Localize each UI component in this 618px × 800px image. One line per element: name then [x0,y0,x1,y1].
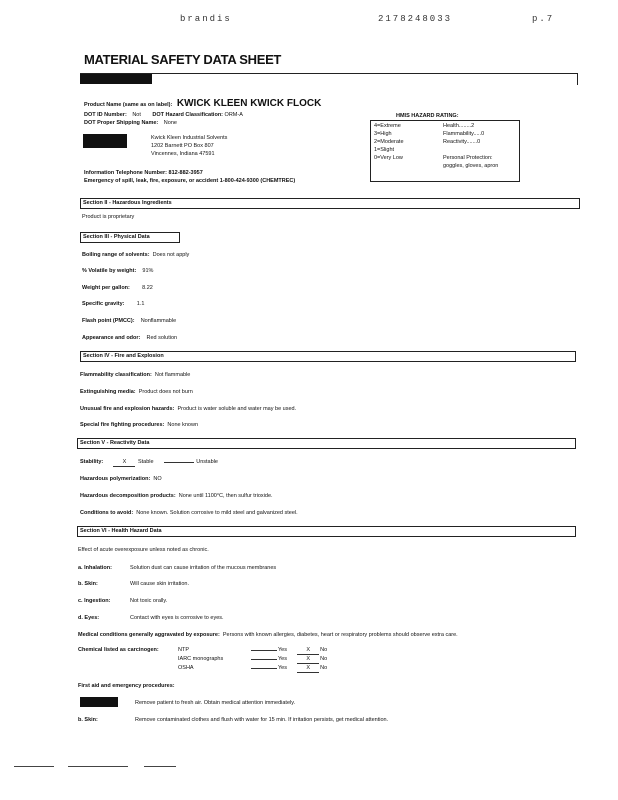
fax-number: 2178248033 [378,14,453,24]
s6-medical: Medical conditions generally aggravated by exposure: Persons with known allergies, diabetes, heart or respiratory problems should observe extra care. [78,632,458,638]
product-name-row [84,100,321,109]
dot-id: Not [132,112,141,118]
hmis-scale-item: 3=High [374,131,392,137]
hmis-scale-item: 4=Extreme [374,123,401,129]
document-title: MATERIAL SAFETY DATA SHEET [84,52,282,67]
fax-artifact [68,766,128,767]
title-rule-end [577,73,578,85]
hmis-scale [374,122,404,162]
s6-acute: Effect of acute overexposure unless noted as chronic. [78,547,209,553]
first-aid-skin: b. Skin: Remove contaminated clothes and flush with water for 15 min. If irritation persists, get medical attention. [78,717,389,723]
hmis-scale-item: 1=Slight [374,147,395,153]
section-iii-header: Section III - Physical Data [80,232,180,243]
company-street: 1202 Barnett PO Box 807 [151,143,214,149]
hmis-ratings [443,122,515,170]
dot-row [84,111,243,119]
fax-artifact [144,766,176,767]
shipping-label: DOT Proper Shipping Name: [84,120,159,126]
s6-effect-inhalation: a. Inhalation: Solution dust can cause irritation of the mucous membranes [78,565,277,571]
carcinogen-row: OSHA Yes X No [178,665,328,671]
s3-weight: Weight per gallon: 8.22 [82,285,153,291]
s4-flammability: Flammability classification: Not flammable [80,372,191,378]
s4-special: Special fire fighting procedures: None known [80,422,198,428]
hmis-protection-label: Personal Protection: [443,155,493,161]
section-ii-header: Section II - Hazardous Ingredients [80,198,580,209]
hmis-box [370,120,520,182]
page-number: p.7 [532,14,555,24]
s4-unusual: Unusual fire and explosion hazards: Product is water soluble and water may be used. [80,406,297,412]
s5-stability: Stability: X Stable Unstable [80,459,218,465]
first-aid-inhalation: Remove patient to fresh air. Obtain medical attention immediately. [135,700,296,706]
section-iv-header: Section IV - Fire and Explosion [80,351,576,362]
company-logo-redacted [83,134,127,148]
product-name: KWICK KLEEN KWICK FLOCK [176,98,322,109]
s5-decomposition: Hazardous decomposition products: None until 1100°C, then sulfur trioxide. [80,493,273,499]
carcinogen-row: IARC monographs Yes X No [178,656,328,662]
s2-proprietary: Product is proprietary [82,214,135,220]
s6-effect-ingestion: c. Ingestion: Not toxic orally. [78,598,168,604]
fax-sender: brandis [180,14,232,24]
product-name-label: Product Name (same as on label): [84,102,173,108]
s3-appearance: Appearance and odor: Red solution [82,335,178,341]
hmis-scale-item: 2=Moderate [374,139,404,145]
s4-extinguishing: Extinguishing media: Product does not burn [80,389,193,395]
fax-artifact [14,766,54,767]
shipping-row [84,119,177,127]
company-city: Vincennes, Indiana 47591 [151,151,215,157]
company-address [151,134,227,158]
s6-carcinogen-table [178,646,327,673]
dot-id-label: DOT ID Number: [84,112,127,118]
redacted-bar [80,73,152,84]
hmis-rating-health: Health........2 [443,123,475,129]
shipping-name: None [163,120,177,126]
hmis-rating-flammability: Flammability.....0 [443,131,485,137]
hmis-scale-item: 0=Very Low [374,155,403,161]
hmis-rating-reactivity: Reactivity.......0 [443,139,481,145]
title-rule [80,73,578,74]
dot-class: ORM-A [224,112,243,118]
s3-flash: Flash point (PMCC): Nonflammable [82,318,177,324]
s5-polymerization: Hazardous polymerization: NO [80,476,162,482]
hmis-title: HMIS HAZARD RATING: [396,113,459,119]
dot-class-label: DOT Hazard Classification: [152,112,224,118]
s3-volatile: % Volatile by weight: 91% [82,268,154,274]
s6-effect-eyes: d. Eyes: Contact with eyes is corrosive to eyes. [78,615,224,621]
s6-effect-skin: b. Skin: Will cause skin irritation. [78,581,189,587]
section-vi-header: Section VI - Health Hazard Data [77,526,576,537]
carcinogen-row: NTP Yes X No [178,647,328,653]
first-aid-redacted [80,697,118,707]
company-name: Kwick Kleen Industrial Solvents [151,135,228,141]
s5-avoid: Conditions to avoid: None known. Solution corrosive to mild steel and galvanized steel. [80,510,298,516]
info-phone: Information Telephone Number: 812-882-3957 [84,170,203,176]
s6-first-aid-label: First aid and emergency procedures: [78,683,175,689]
section-v-header: Section V - Reactivity Data [77,438,576,449]
emergency-phone: Emergency of spill, leak, fire, exposure, or accident 1-800-424-9300 (CHEMTREC) [84,178,296,184]
s3-gravity: Specific gravity: 1.1 [82,301,145,307]
s6-carcinogen-label: Chemical listed as carcinogen: [78,647,159,653]
hmis-protection: goggles, gloves, apron [443,163,499,169]
s3-boiling: Boiling range of solvents: Does not apply [82,252,190,258]
